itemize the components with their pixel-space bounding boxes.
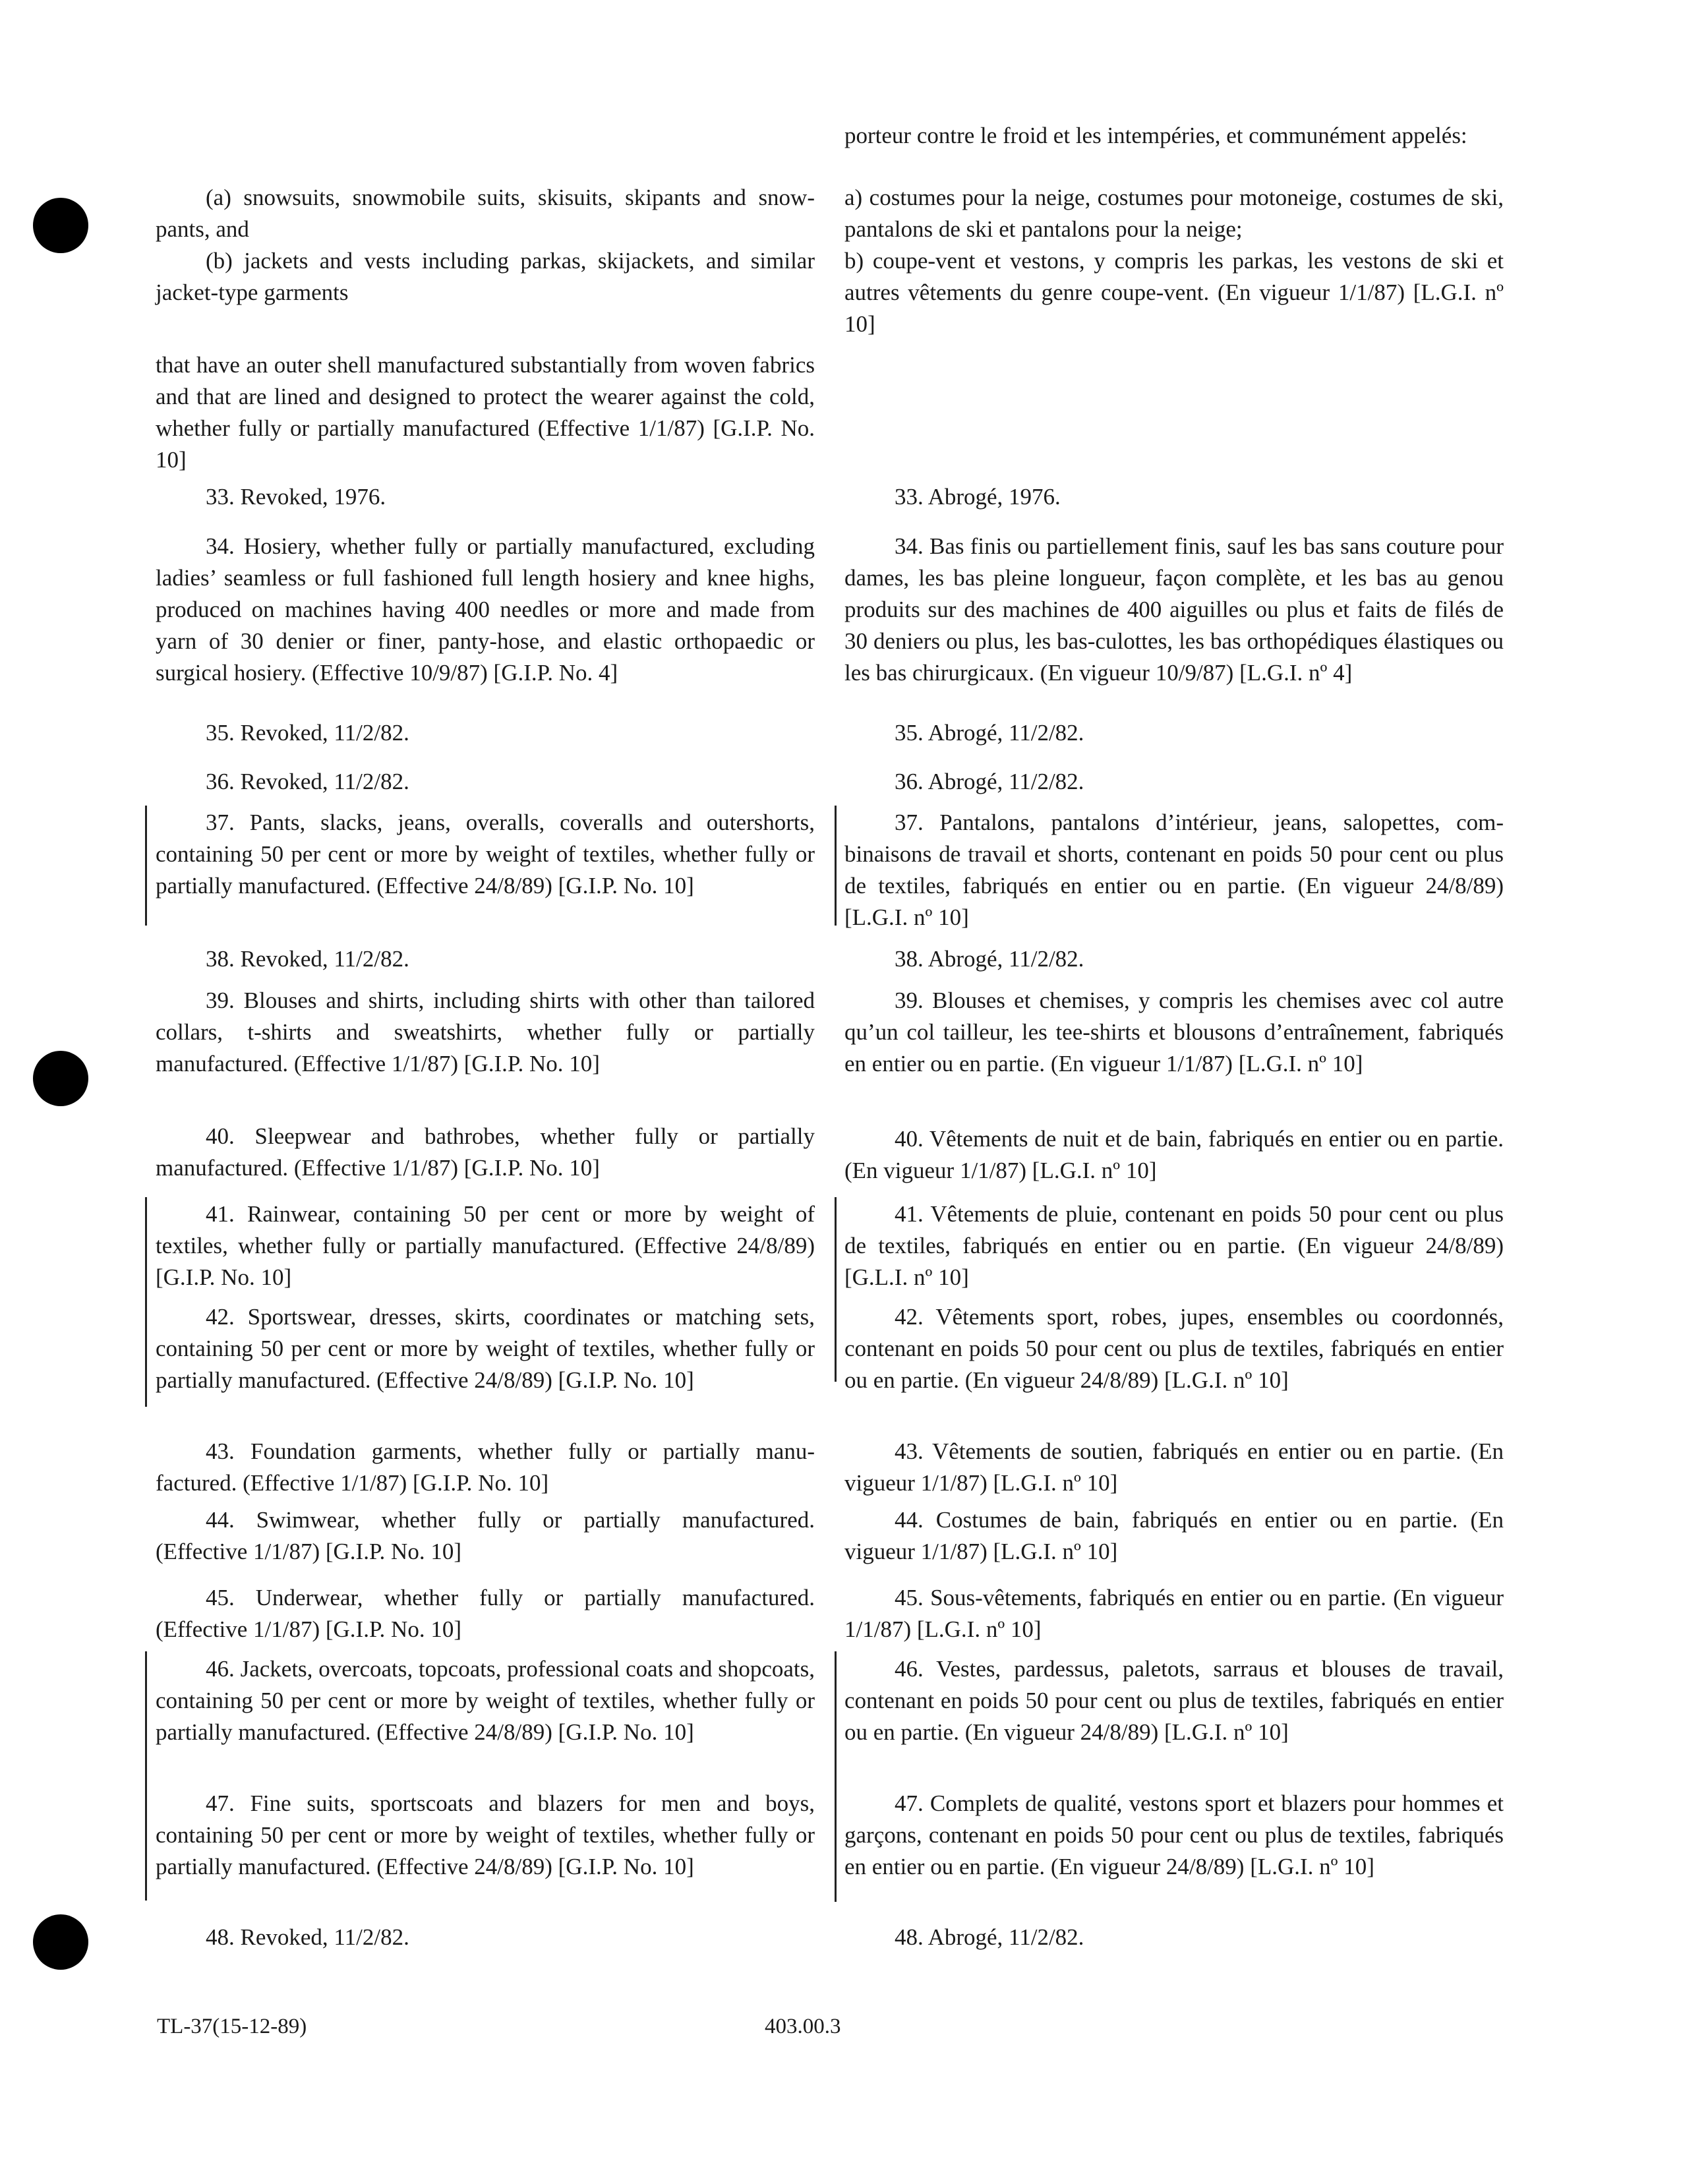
en-section-48: 48. Revoked, 11/2/82. bbox=[206, 1924, 409, 1950]
en-section-42: 42. Sportswear, dresses, skirts, coordinates or matching sets, containing 50 per cent or more by weight of textiles, whether fully or partially manufactured. (Effective 24/8/89) [G.I.P. No. 10] bbox=[156, 1304, 815, 1393]
fr-section-39: 39. Blouses et chemises, y compris les chemises avec col autre qu’un col tailleur, les tee-shirts et blousons d’entraînement, fabriqués en entier ou en partie. (En vigueur 1/1/87) [L.G.I. nº 10] bbox=[844, 988, 1504, 1077]
fr-section-44: 44. Costumes de bain, fabriqués en entier ou en partie. (En vigueur 1/1/87) [L.G.I. nº 10] bbox=[844, 1507, 1504, 1564]
binder-hole-middle bbox=[33, 1051, 88, 1106]
fr-section-37: 37. Pantalons, pantalons d’intérieur, jeans, salopettes, combinaisons de travail et shorts, contenant en poids 50 pour cent ou plus de textiles, fabriqués en entier ou en partie. (En vigueur 24/8/89) [L.G.I. nº 10] bbox=[844, 810, 1504, 930]
fr-section-45: 45. Sous-vêtements, fabriqués en entier ou en partie. (En vigueur 1/1/87) [L.G.I. nº 10] bbox=[844, 1585, 1504, 1642]
fr-item-b: b) coupe-vent et vestons, y compris les parkas, les vestons de ski et autres vêtements du genre coupe-vent. (En vigueur 1/1/87) [L.G.I. nº 10] bbox=[844, 248, 1504, 337]
fr-section-35: 35. Abrogé, 11/2/82. bbox=[895, 720, 1084, 746]
en-section-43: 43. Foundation garments, whether fully or partially manufactured. (Effective 1/1/87) [G.I.P. No. 10] bbox=[156, 1438, 815, 1496]
change-bar-fr-37 bbox=[835, 806, 837, 926]
fr-section-47: 47. Complets de qualité, vestons sport et blazers pour hommes et garçons, contenant en poids 50 pour cent ou plus de textiles, fabriqués en entier ou en partie. (En vigueur 24/8/89) [L.G.I. nº 10] bbox=[844, 1790, 1504, 1879]
binder-hole-bottom bbox=[33, 1914, 88, 1970]
change-bar-fr-41-42 bbox=[835, 1197, 837, 1382]
en-item-b: (b) jackets and vests including parkas, skijackets, and similar jacket-type garments bbox=[156, 248, 815, 305]
fr-section-38: 38. Abrogé, 11/2/82. bbox=[895, 946, 1084, 972]
footer-page-number: 403.00.3 bbox=[765, 2015, 841, 2038]
en-section-34: 34. Hosiery, whether fully or partially manufactured, excluding ladies’ seamless or full fashioned full length hosiery and knee highs, produced on machines having 400 needles or more and made from yarn of 30 denier or finer, panty-hose, and elastic orthopaedic or surgical hosiery. (Effective 10/9/87) [G.I.P. No. 4] bbox=[156, 533, 815, 686]
fr-section-41: 41. Vêtements de pluie, contenant en poids 50 pour cent ou plus de textiles, fabriqués en entier ou en partie. (En vigueur 24/8/89) [G.L.I. nº 10] bbox=[844, 1201, 1504, 1290]
change-bar-en-46-47 bbox=[145, 1651, 147, 1901]
fr-section-33: 33. Abrogé, 1976. bbox=[895, 484, 1061, 510]
en-continuation: that have an outer shell manufactured substantially from woven fabrics and that are lined and designed to protect the wearer against the cold, whether fully or partially manufactured (Effective 1/1/87) [G.I.P. No. 10] bbox=[156, 352, 815, 473]
fr-section-34: 34. Bas finis ou partiellement finis, sauf les bas sans couture pour dames, les bas pleine longueur, façon complète, et les bas au genou produits sur des machines de 400 aiguilles ou plus et faits de filés de 30 deniers ou plus, les bas-culottes, les bas orthopédiques élastiques ou les bas chirurgicaux. (En vigueur 10/9/87) [L.G.I. nº 4] bbox=[844, 533, 1504, 686]
en-item-a: (a) snowsuits, snowmobile suits, skisuits, skipants and snowpants, and bbox=[156, 185, 815, 242]
en-section-45: 45. Underwear, whether fully or partially manufactured. (Effective 1/1/87) [G.I.P. No. 10] bbox=[156, 1585, 815, 1642]
binder-hole-top bbox=[33, 198, 88, 253]
en-section-35: 35. Revoked, 11/2/82. bbox=[206, 720, 409, 746]
fr-item-a: a) costumes pour la neige, costumes pour motoneige, costumes de ski, pantalons de ski et pantalons pour la neige; bbox=[844, 185, 1504, 242]
fr-section-42: 42. Vêtements sport, robes, jupes, ensembles ou coordonnés, contenant en poids 50 pour cent ou plus de textiles, fabriqués en entier ou en partie. (En vigueur 24/8/89) [L.G.I. nº 10] bbox=[844, 1304, 1504, 1393]
en-section-46: 46. Jackets, overcoats, topcoats, professional coats and shopcoats, containing 50 per cent or more by weight of textiles, whether fully or partially manufactured. (Effective 24/8/89) [G.I.P. No. 10] bbox=[156, 1656, 815, 1745]
fr-section-40: 40. Vêtements de nuit et de bain, fabriqués en entier ou en partie. (En vigueur 1/1/87) [L.G.I. nº 10] bbox=[844, 1126, 1504, 1183]
en-section-37: 37. Pants, slacks, jeans, overalls, coveralls and outershorts, containing 50 per cent or more by weight of textiles, whether fully or partially manufactured. (Effective 24/8/89) [G.I.P. No. 10] bbox=[156, 810, 815, 899]
en-section-39: 39. Blouses and shirts, including shirts with other than tailored collars, t-shirts and sweatshirts, whether fully or partially manufactured. (Effective 1/1/87) [G.I.P. No. 10] bbox=[156, 988, 815, 1077]
en-section-40: 40. Sleepwear and bathrobes, whether fully or partially manufactured. (Effective 1/1/87) [G.I.P. No. 10] bbox=[156, 1123, 815, 1181]
fr-continuation: porteur contre le froid et les intempéries, et communément appelés: bbox=[844, 123, 1467, 148]
en-section-33: 33. Revoked, 1976. bbox=[206, 484, 386, 510]
change-bar-en-41-42 bbox=[145, 1197, 147, 1407]
fr-section-46: 46. Vestes, pardessus, paletots, sarraus et blouses de travail, contenant en poids 50 pour cent ou plus de textiles, fabriqués en entier ou en partie. (En vigueur 24/8/89) [L.G.I. nº 10] bbox=[844, 1656, 1504, 1745]
en-section-47: 47. Fine suits, sportscoats and blazers for men and boys, containing 50 per cent or more by weight of textiles, whether fully or partially manufactured. (Effective 24/8/89) [G.I.P. No. 10] bbox=[156, 1790, 815, 1879]
change-bar-fr-46-47 bbox=[835, 1651, 837, 1902]
fr-section-43: 43. Vêtements de soutien, fabriqués en entier ou en partie. (En vigueur 1/1/87) [L.G.I. nº 10] bbox=[844, 1438, 1504, 1496]
en-section-44: 44. Swimwear, whether fully or partially manufactured. (Effective 1/1/87) [G.I.P. No. 10] bbox=[156, 1507, 815, 1564]
en-section-36: 36. Revoked, 11/2/82. bbox=[206, 769, 409, 794]
fr-section-48: 48. Abrogé, 11/2/82. bbox=[895, 1924, 1084, 1950]
en-section-41: 41. Rainwear, containing 50 per cent or more by weight of textiles, whether fully or partially manufactured. (Effective 24/8/89) [G.I.P. No. 10] bbox=[156, 1201, 815, 1290]
change-bar-en-37 bbox=[145, 806, 147, 926]
footer-revision: TL-37(15-12-89) bbox=[157, 2015, 307, 2038]
fr-section-36: 36. Abrogé, 11/2/82. bbox=[895, 769, 1084, 794]
en-section-38: 38. Revoked, 11/2/82. bbox=[206, 946, 409, 972]
